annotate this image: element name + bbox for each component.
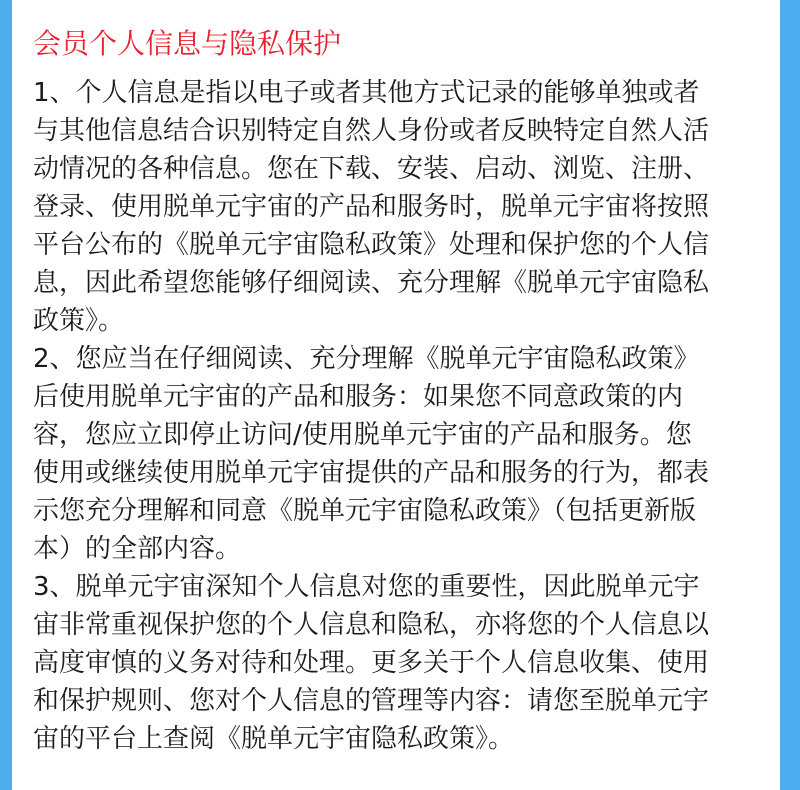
paragraph-1	[33, 74, 766, 340]
paragraph-line: 2、您应当在仔细阅读、充分理解《脱单元宇宙隐私政策》	[33, 344, 700, 374]
paragraph-line: 与其他信息结合识别特定自然人身份或者反映特定自然人活	[33, 116, 710, 146]
paragraph-line: 本）的全部内容。	[33, 534, 242, 564]
paragraph-line: 政策》。	[33, 306, 125, 336]
paragraph-line: 平台公布的《脱单元宇宙隐私政策》处理和保护您的个人信	[33, 230, 710, 260]
paragraph-3	[33, 568, 766, 758]
paragraph-line: 3、脱单元宇宙深知个人信息对您的重要性，因此脱单元宇	[33, 572, 700, 602]
paragraph-line: 1、个人信息是指以电子或者其他方式记录的能够单独或者	[33, 78, 700, 108]
paragraph-line: 宙非常重视保护您的个人信息和隐私，亦将您的个人信息以	[33, 610, 710, 640]
policy-card	[12, 0, 780, 790]
paragraph-line: 高度审慎的义务对待和处理。更多关于个人信息收集、使用	[33, 648, 710, 678]
paragraph-line: 息，因此希望您能够仔细阅读、充分理解《脱单元宇宙隐私	[33, 268, 710, 298]
paragraph-line: 后使用脱单元宇宙的产品和服务：如果您不同意政策的内	[33, 382, 684, 412]
paragraph-line: 容，您应立即停止访问/使用脱单元宇宙的产品和服务。您	[33, 420, 692, 450]
page-title: 会员个人信息与隐私保护	[33, 27, 342, 60]
paragraph-line: 动情况的各种信息。您在下载、安装、启动、浏览、注册、	[33, 154, 710, 184]
paragraph-line: 宙的平台上查阅《脱单元宇宙隐私政策》。	[33, 724, 515, 754]
paragraph-2	[33, 340, 766, 568]
paragraph-line: 使用或继续使用脱单元宇宙提供的产品和服务的行为，都表	[33, 458, 710, 488]
paragraph-line: 示您充分理解和同意《脱单元宇宙隐私政策》（包括更新版	[33, 496, 697, 526]
paragraph-line: 和保护规则、您对个人信息的管理等内容：请您至脱单元宇	[33, 686, 710, 716]
paragraph-line: 登录、使用脱单元宇宙的产品和服务时，脱单元宇宙将按照	[33, 192, 710, 222]
